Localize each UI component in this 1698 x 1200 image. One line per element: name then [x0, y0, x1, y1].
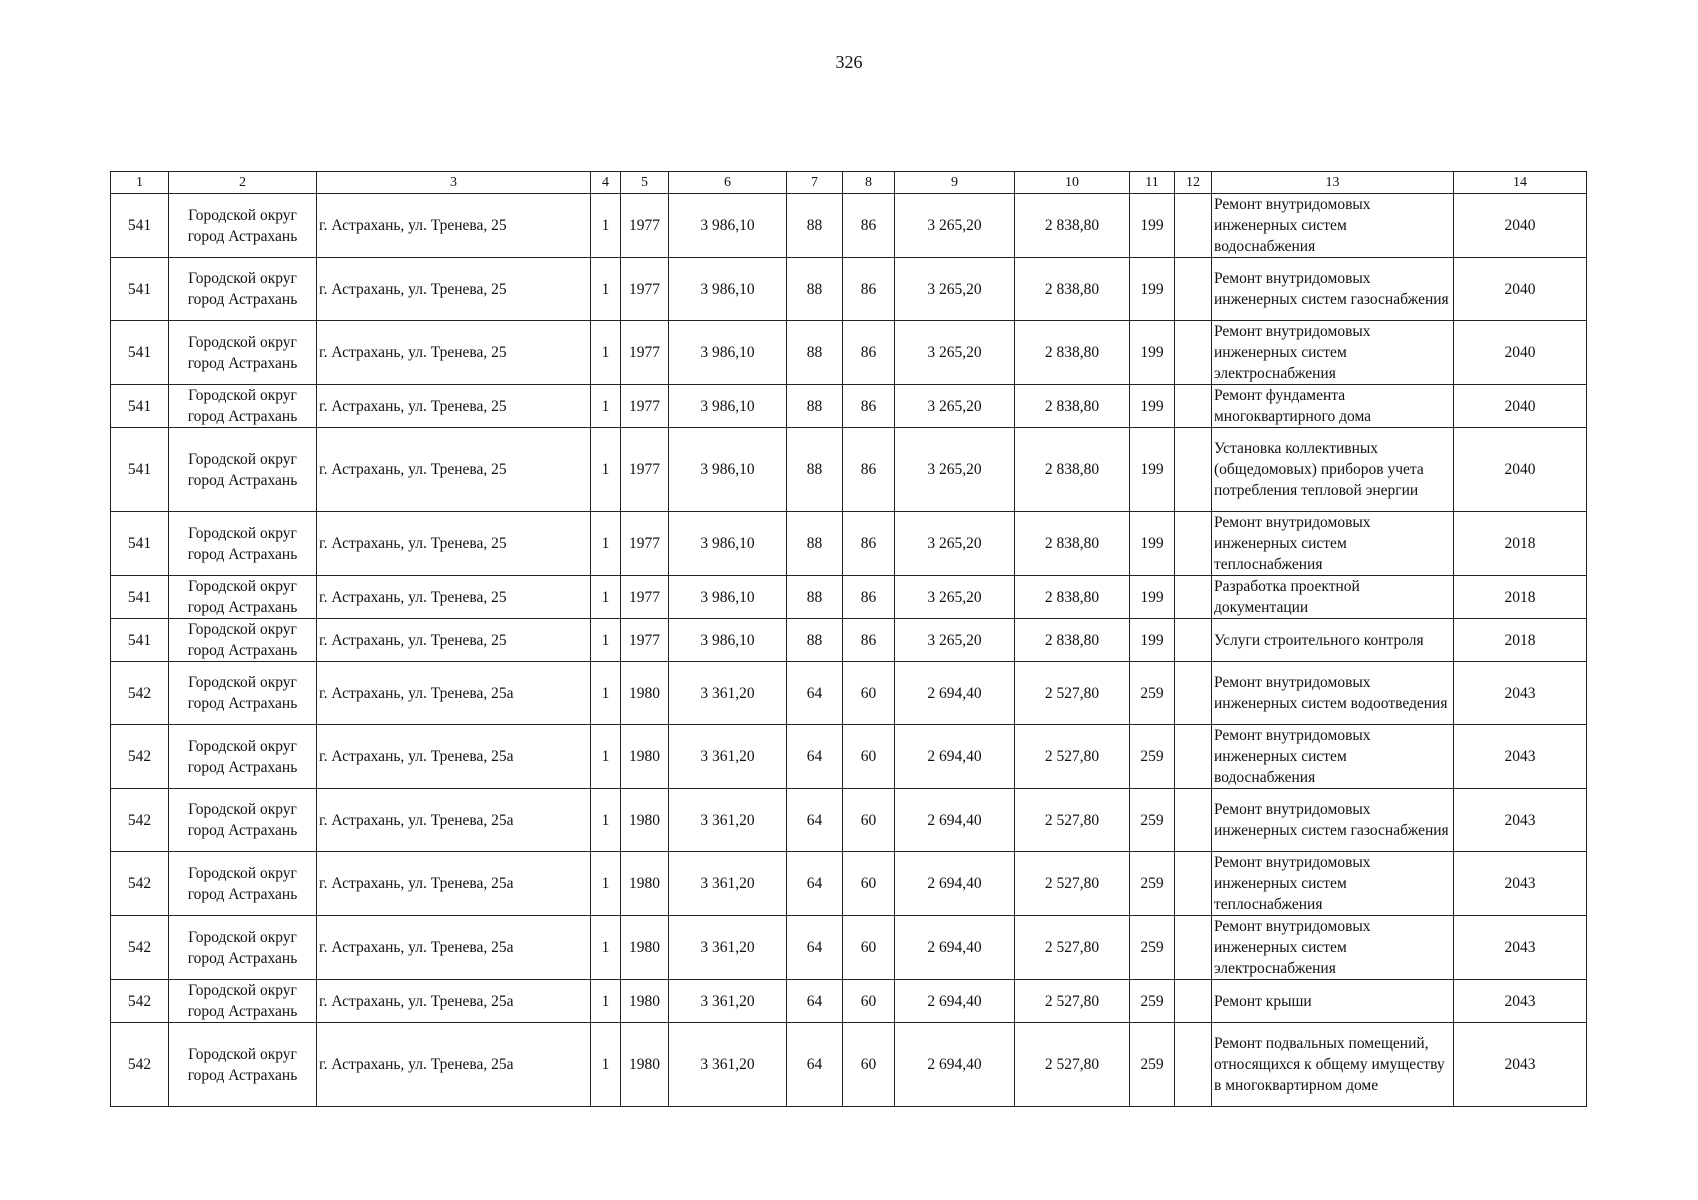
- area-9-cell: 2 694,40: [895, 725, 1015, 789]
- col-7-cell: 88: [787, 385, 843, 428]
- col-4-cell: 1: [591, 916, 621, 980]
- address-cell: г. Астрахань, ул. Тренева, 25: [317, 619, 591, 662]
- address-cell: г. Астрахань, ул. Тренева, 25а: [317, 1023, 591, 1107]
- col-12-cell: [1175, 662, 1212, 725]
- address-cell: г. Астрахань, ул. Тренева, 25: [317, 194, 591, 258]
- municipality-cell: Городской округ город Астрахань: [169, 512, 317, 576]
- col-8-cell: 60: [843, 916, 895, 980]
- area-10-cell: 2 527,80: [1015, 725, 1130, 789]
- work-type-cell: Ремонт крыши: [1212, 980, 1454, 1023]
- total-area-cell: 3 361,20: [669, 916, 787, 980]
- area-9-cell: 2 694,40: [895, 916, 1015, 980]
- area-10-cell: 2 527,80: [1015, 789, 1130, 852]
- col-4-cell: 1: [591, 576, 621, 619]
- year-built-cell: 1980: [621, 980, 669, 1023]
- address-cell: г. Астрахань, ул. Тренева, 25а: [317, 852, 591, 916]
- col-12-cell: [1175, 428, 1212, 512]
- column-header-9: 9: [895, 172, 1015, 194]
- residents-cell: 259: [1130, 789, 1175, 852]
- total-area-cell: 3 986,10: [669, 321, 787, 385]
- area-10-cell: 2 838,80: [1015, 385, 1130, 428]
- col-4-cell: 1: [591, 512, 621, 576]
- table-row: [111, 385, 1587, 428]
- area-10-cell: 2 838,80: [1015, 194, 1130, 258]
- col-8-cell: 86: [843, 512, 895, 576]
- area-9-cell: 3 265,20: [895, 194, 1015, 258]
- year-built-cell: 1977: [621, 619, 669, 662]
- year-built-cell: 1980: [621, 789, 669, 852]
- municipality-cell: Городской округ город Астрахань: [169, 789, 317, 852]
- year-built-cell: 1977: [621, 512, 669, 576]
- table-row: [111, 852, 1587, 916]
- row-number-cell: 541: [111, 385, 169, 428]
- col-8-cell: 86: [843, 194, 895, 258]
- col-7-cell: 64: [787, 916, 843, 980]
- row-number-cell: 542: [111, 662, 169, 725]
- col-8-cell: 60: [843, 662, 895, 725]
- municipality-cell: Городской округ город Астрахань: [169, 576, 317, 619]
- col-7-cell: 64: [787, 725, 843, 789]
- total-area-cell: 3 986,10: [669, 258, 787, 321]
- residents-cell: 259: [1130, 852, 1175, 916]
- municipality-cell: Городской округ город Астрахань: [169, 725, 317, 789]
- address-cell: г. Астрахань, ул. Тренева, 25а: [317, 725, 591, 789]
- col-12-cell: [1175, 980, 1212, 1023]
- col-8-cell: 60: [843, 789, 895, 852]
- repair-year-cell: 2043: [1454, 916, 1587, 980]
- residents-cell: 259: [1130, 1023, 1175, 1107]
- year-built-cell: 1977: [621, 576, 669, 619]
- table-row: [111, 916, 1587, 980]
- column-header-5: 5: [621, 172, 669, 194]
- col-4-cell: 1: [591, 980, 621, 1023]
- area-10-cell: 2 527,80: [1015, 662, 1130, 725]
- total-area-cell: 3 361,20: [669, 852, 787, 916]
- residents-cell: 199: [1130, 194, 1175, 258]
- work-type-cell: Ремонт внутридомовых инженерных систем водоснабжения: [1212, 725, 1454, 789]
- year-built-cell: 1977: [621, 258, 669, 321]
- row-number-cell: 542: [111, 852, 169, 916]
- col-8-cell: 86: [843, 576, 895, 619]
- repair-year-cell: 2043: [1454, 852, 1587, 916]
- municipality-cell: Городской округ город Астрахань: [169, 258, 317, 321]
- table-row: [111, 1023, 1587, 1107]
- row-number-cell: 541: [111, 576, 169, 619]
- residents-cell: 199: [1130, 512, 1175, 576]
- municipality-cell: Городской округ город Астрахань: [169, 852, 317, 916]
- area-9-cell: 2 694,40: [895, 662, 1015, 725]
- col-7-cell: 64: [787, 980, 843, 1023]
- year-built-cell: 1980: [621, 852, 669, 916]
- col-7-cell: 88: [787, 619, 843, 662]
- area-9-cell: 3 265,20: [895, 576, 1015, 619]
- municipality-cell: Городской округ город Астрахань: [169, 662, 317, 725]
- col-12-cell: [1175, 789, 1212, 852]
- total-area-cell: 3 986,10: [669, 619, 787, 662]
- column-header-12: 12: [1175, 172, 1212, 194]
- table-body: [111, 194, 1587, 1107]
- col-8-cell: 86: [843, 428, 895, 512]
- column-header-10: 10: [1015, 172, 1130, 194]
- work-type-cell: Ремонт внутридомовых инженерных систем водоснабжения: [1212, 194, 1454, 258]
- column-header-4: 4: [591, 172, 621, 194]
- repair-year-cell: 2040: [1454, 321, 1587, 385]
- col-12-cell: [1175, 385, 1212, 428]
- residents-cell: 199: [1130, 385, 1175, 428]
- col-7-cell: 64: [787, 852, 843, 916]
- area-9-cell: 3 265,20: [895, 321, 1015, 385]
- table-row: [111, 428, 1587, 512]
- col-7-cell: 88: [787, 321, 843, 385]
- column-header-6: 6: [669, 172, 787, 194]
- residents-cell: 259: [1130, 725, 1175, 789]
- header-row: [111, 172, 1587, 194]
- area-9-cell: 2 694,40: [895, 1023, 1015, 1107]
- total-area-cell: 3 361,20: [669, 725, 787, 789]
- area-10-cell: 2 838,80: [1015, 321, 1130, 385]
- total-area-cell: 3 986,10: [669, 428, 787, 512]
- work-type-cell: Ремонт внутридомовых инженерных систем электроснабжения: [1212, 321, 1454, 385]
- municipality-cell: Городской округ город Астрахань: [169, 428, 317, 512]
- col-7-cell: 88: [787, 194, 843, 258]
- table-row: [111, 619, 1587, 662]
- repair-year-cell: 2043: [1454, 662, 1587, 725]
- col-4-cell: 1: [591, 619, 621, 662]
- table-row: [111, 980, 1587, 1023]
- table-header: [111, 172, 1587, 194]
- area-9-cell: 3 265,20: [895, 619, 1015, 662]
- municipality-cell: Городской округ город Астрахань: [169, 1023, 317, 1107]
- residents-cell: 199: [1130, 619, 1175, 662]
- row-number-cell: 542: [111, 725, 169, 789]
- col-12-cell: [1175, 619, 1212, 662]
- col-8-cell: 60: [843, 980, 895, 1023]
- column-header-13: 13: [1212, 172, 1454, 194]
- col-4-cell: 1: [591, 321, 621, 385]
- year-built-cell: 1980: [621, 1023, 669, 1107]
- col-7-cell: 88: [787, 428, 843, 512]
- work-type-cell: Ремонт внутридомовых инженерных систем газоснабжения: [1212, 258, 1454, 321]
- col-8-cell: 86: [843, 258, 895, 321]
- work-type-cell: Ремонт подвальных помещений, относящихся к общему имуществу в многоквартирном доме: [1212, 1023, 1454, 1107]
- page-number: 326: [835, 52, 863, 72]
- year-built-cell: 1977: [621, 321, 669, 385]
- table-row: [111, 576, 1587, 619]
- area-10-cell: 2 527,80: [1015, 852, 1130, 916]
- area-10-cell: 2 527,80: [1015, 916, 1130, 980]
- total-area-cell: 3 361,20: [669, 1023, 787, 1107]
- col-8-cell: 60: [843, 725, 895, 789]
- repair-year-cell: 2040: [1454, 385, 1587, 428]
- area-10-cell: 2 838,80: [1015, 619, 1130, 662]
- work-type-cell: Установка коллективных (общедомовых) приборов учета потребления тепловой энергии: [1212, 428, 1454, 512]
- col-7-cell: 64: [787, 662, 843, 725]
- row-number-cell: 541: [111, 194, 169, 258]
- column-header-3: 3: [317, 172, 591, 194]
- year-built-cell: 1980: [621, 662, 669, 725]
- row-number-cell: 541: [111, 428, 169, 512]
- year-built-cell: 1977: [621, 385, 669, 428]
- col-8-cell: 86: [843, 385, 895, 428]
- work-type-cell: Ремонт внутридомовых инженерных систем теплоснабжения: [1212, 852, 1454, 916]
- col-8-cell: 60: [843, 1023, 895, 1107]
- col-8-cell: 60: [843, 852, 895, 916]
- area-9-cell: 3 265,20: [895, 385, 1015, 428]
- address-cell: г. Астрахань, ул. Тренева, 25: [317, 576, 591, 619]
- work-type-cell: Ремонт внутридомовых инженерных систем электроснабжения: [1212, 916, 1454, 980]
- col-8-cell: 86: [843, 321, 895, 385]
- residents-cell: 199: [1130, 258, 1175, 321]
- col-4-cell: 1: [591, 662, 621, 725]
- area-9-cell: 3 265,20: [895, 258, 1015, 321]
- col-12-cell: [1175, 512, 1212, 576]
- col-12-cell: [1175, 916, 1212, 980]
- year-built-cell: 1977: [621, 428, 669, 512]
- col-4-cell: 1: [591, 725, 621, 789]
- table-row: [111, 725, 1587, 789]
- repair-year-cell: 2043: [1454, 725, 1587, 789]
- column-header-1: 1: [111, 172, 169, 194]
- residents-cell: 259: [1130, 662, 1175, 725]
- col-4-cell: 1: [591, 789, 621, 852]
- area-9-cell: 3 265,20: [895, 512, 1015, 576]
- row-number-cell: 542: [111, 1023, 169, 1107]
- area-10-cell: 2 838,80: [1015, 428, 1130, 512]
- area-9-cell: 2 694,40: [895, 789, 1015, 852]
- address-cell: г. Астрахань, ул. Тренева, 25: [317, 321, 591, 385]
- repair-year-cell: 2018: [1454, 576, 1587, 619]
- repair-year-cell: 2018: [1454, 512, 1587, 576]
- row-number-cell: 542: [111, 789, 169, 852]
- row-number-cell: 542: [111, 916, 169, 980]
- address-cell: г. Астрахань, ул. Тренева, 25: [317, 385, 591, 428]
- municipality-cell: Городской округ город Астрахань: [169, 321, 317, 385]
- area-10-cell: 2 527,80: [1015, 1023, 1130, 1107]
- repair-year-cell: 2043: [1454, 789, 1587, 852]
- total-area-cell: 3 986,10: [669, 576, 787, 619]
- col-4-cell: 1: [591, 428, 621, 512]
- repair-year-cell: 2040: [1454, 428, 1587, 512]
- col-7-cell: 64: [787, 1023, 843, 1107]
- table-row: [111, 789, 1587, 852]
- column-header-2: 2: [169, 172, 317, 194]
- area-10-cell: 2 838,80: [1015, 576, 1130, 619]
- area-9-cell: 3 265,20: [895, 428, 1015, 512]
- col-12-cell: [1175, 321, 1212, 385]
- area-10-cell: 2 838,80: [1015, 258, 1130, 321]
- municipality-cell: Городской округ город Астрахань: [169, 385, 317, 428]
- repair-year-cell: 2043: [1454, 1023, 1587, 1107]
- col-4-cell: 1: [591, 194, 621, 258]
- col-4-cell: 1: [591, 1023, 621, 1107]
- col-7-cell: 88: [787, 512, 843, 576]
- table-row: [111, 194, 1587, 258]
- col-12-cell: [1175, 576, 1212, 619]
- col-8-cell: 86: [843, 619, 895, 662]
- col-7-cell: 64: [787, 789, 843, 852]
- repair-year-cell: 2040: [1454, 194, 1587, 258]
- address-cell: г. Астрахань, ул. Тренева, 25: [317, 428, 591, 512]
- year-built-cell: 1980: [621, 916, 669, 980]
- area-10-cell: 2 527,80: [1015, 980, 1130, 1023]
- col-12-cell: [1175, 725, 1212, 789]
- col-12-cell: [1175, 258, 1212, 321]
- col-12-cell: [1175, 194, 1212, 258]
- total-area-cell: 3 361,20: [669, 789, 787, 852]
- year-built-cell: 1977: [621, 194, 669, 258]
- total-area-cell: 3 986,10: [669, 385, 787, 428]
- work-type-cell: Ремонт фундамента многоквартирного дома: [1212, 385, 1454, 428]
- row-number-cell: 542: [111, 980, 169, 1023]
- col-4-cell: 1: [591, 258, 621, 321]
- table-row: [111, 512, 1587, 576]
- address-cell: г. Астрахань, ул. Тренева, 25: [317, 512, 591, 576]
- total-area-cell: 3 986,10: [669, 194, 787, 258]
- municipality-cell: Городской округ город Астрахань: [169, 980, 317, 1023]
- column-header-7: 7: [787, 172, 843, 194]
- column-header-14: 14: [1454, 172, 1587, 194]
- col-4-cell: 1: [591, 385, 621, 428]
- address-cell: г. Астрахань, ул. Тренева, 25а: [317, 916, 591, 980]
- row-number-cell: 541: [111, 321, 169, 385]
- municipality-cell: Городской округ город Астрахань: [169, 916, 317, 980]
- area-9-cell: 2 694,40: [895, 852, 1015, 916]
- work-type-cell: Услуги строительного контроля: [1212, 619, 1454, 662]
- column-header-11: 11: [1130, 172, 1175, 194]
- table-row: [111, 321, 1587, 385]
- column-header-8: 8: [843, 172, 895, 194]
- total-area-cell: 3 986,10: [669, 512, 787, 576]
- col-12-cell: [1175, 852, 1212, 916]
- residents-cell: 199: [1130, 321, 1175, 385]
- area-10-cell: 2 838,80: [1015, 512, 1130, 576]
- col-7-cell: 88: [787, 576, 843, 619]
- row-number-cell: 541: [111, 512, 169, 576]
- col-7-cell: 88: [787, 258, 843, 321]
- capital-repair-table: [110, 171, 1587, 1107]
- year-built-cell: 1980: [621, 725, 669, 789]
- address-cell: г. Астрахань, ул. Тренева, 25а: [317, 980, 591, 1023]
- residents-cell: 199: [1130, 576, 1175, 619]
- repair-year-cell: 2040: [1454, 258, 1587, 321]
- work-type-cell: Ремонт внутридомовых инженерных систем теплоснабжения: [1212, 512, 1454, 576]
- repair-year-cell: 2018: [1454, 619, 1587, 662]
- row-number-cell: 541: [111, 258, 169, 321]
- address-cell: г. Астрахань, ул. Тренева, 25: [317, 258, 591, 321]
- table-row: [111, 258, 1587, 321]
- work-type-cell: Ремонт внутридомовых инженерных систем газоснабжения: [1212, 789, 1454, 852]
- work-type-cell: Ремонт внутридомовых инженерных систем водоотведения: [1212, 662, 1454, 725]
- residents-cell: 199: [1130, 428, 1175, 512]
- row-number-cell: 541: [111, 619, 169, 662]
- municipality-cell: Городской округ город Астрахань: [169, 194, 317, 258]
- col-12-cell: [1175, 1023, 1212, 1107]
- residents-cell: 259: [1130, 916, 1175, 980]
- repair-year-cell: 2043: [1454, 980, 1587, 1023]
- total-area-cell: 3 361,20: [669, 662, 787, 725]
- table-row: [111, 662, 1587, 725]
- work-type-cell: Разработка проектной документации: [1212, 576, 1454, 619]
- address-cell: г. Астрахань, ул. Тренева, 25а: [317, 789, 591, 852]
- total-area-cell: 3 361,20: [669, 980, 787, 1023]
- residents-cell: 259: [1130, 980, 1175, 1023]
- address-cell: г. Астрахань, ул. Тренева, 25а: [317, 662, 591, 725]
- col-4-cell: 1: [591, 852, 621, 916]
- municipality-cell: Городской округ город Астрахань: [169, 619, 317, 662]
- area-9-cell: 2 694,40: [895, 980, 1015, 1023]
